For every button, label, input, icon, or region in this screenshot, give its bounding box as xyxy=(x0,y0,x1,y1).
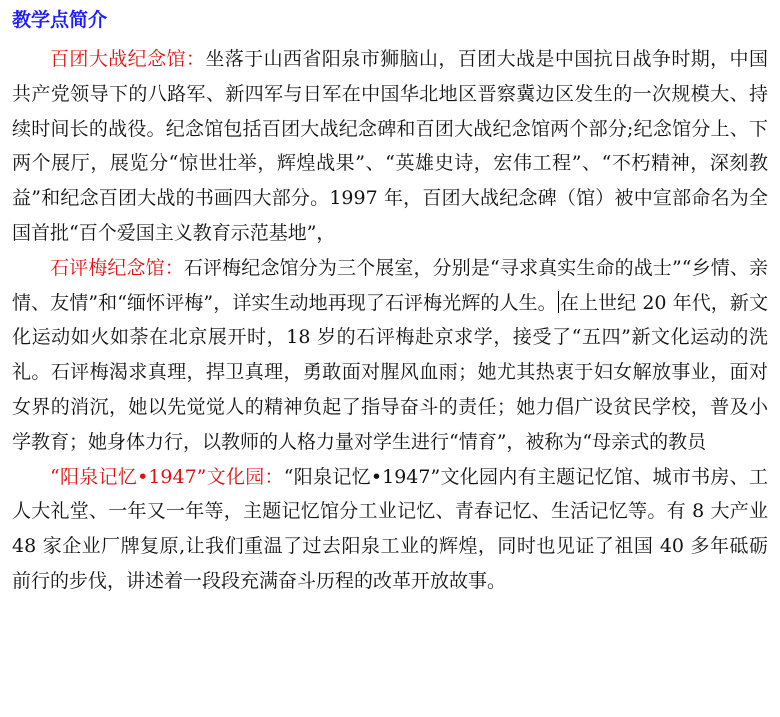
paragraph-shipingmei xyxy=(12,251,768,460)
paragraph-body: “阳泉记忆•1947”文化园内有主题记忆馆、城市书房、工人大礼堂、一年又一年等，主题记忆馆分工业记忆、青春记忆、生活记忆等。有 8 大产业 48 家企业厂牌复原,让我们重温了过去阳泉工业的辉煌，同时也见证了祖国 40 多年砥砺前行的步伐，讲述着一段段充满奋斗历程的改革开放故事。 xyxy=(12,465,768,592)
site-name-shipingmei: 石评梅纪念馆 xyxy=(50,256,165,279)
site-name-baituan: 百团大战纪念馆 xyxy=(50,48,186,70)
paragraph-body: 坐落于山西省阳泉市狮脑山，百团大战是中国抗日战争时期，中国共产党领导下的八路军、新四军与日军在中国华北地区晋察冀边区发生的一次规模大、持续时间长的战役。纪念馆包括百团大战纪念碑和百团大战纪念馆两个部分;纪念馆分上、下两个展厅，展览分“惊世壮举，辉煌战果”、“英雄史诗，宏伟工程”、“不朽精神，深刻教益”和纪念百团大战的书画四大部分。1997 年，百团大战纪念碑（馆）被中宣部命名为全国首批“百个爱国主义教育示范基地”， xyxy=(12,48,768,244)
section-heading: 教学点简介 xyxy=(12,9,108,31)
site-name-separator: ： xyxy=(185,48,206,70)
paragraph-yangquan-memory xyxy=(12,460,768,599)
paragraph-body-part1: 石评梅纪念馆分为三个展室，分别是“寻求真实生命的战士”“乡情、亲情、友情”和“缅怀评梅”，详实生动地再现了石评梅光辉的人生。 xyxy=(12,256,768,314)
site-name-separator: ： xyxy=(264,465,284,488)
paragraph-body-part2: 在上世纪 20 年代，新文化运动如火如荼在北京展开时，18 岁的石评梅赴京求学，接受了“五四”新文化运动的洗礼。石评梅渴求真理，捍卫真理，勇敢面对腥风血雨；她尤其热衷于妇女解放事业，面对女界的消沉，她以先觉觉人的精神负起了指导奋斗的责任；她力倡广设贫民学校，普及小学教育；她身体力行，以教师的人格力量对学生进行“情育”，被称为“母亲式的教员 xyxy=(12,291,768,453)
paragraph-baituan xyxy=(12,42,768,251)
text-cursor xyxy=(558,291,559,313)
site-name-yangquan-memory: “阳泉记忆•1947”文化园 xyxy=(50,465,265,488)
site-name-separator: ： xyxy=(164,256,184,279)
